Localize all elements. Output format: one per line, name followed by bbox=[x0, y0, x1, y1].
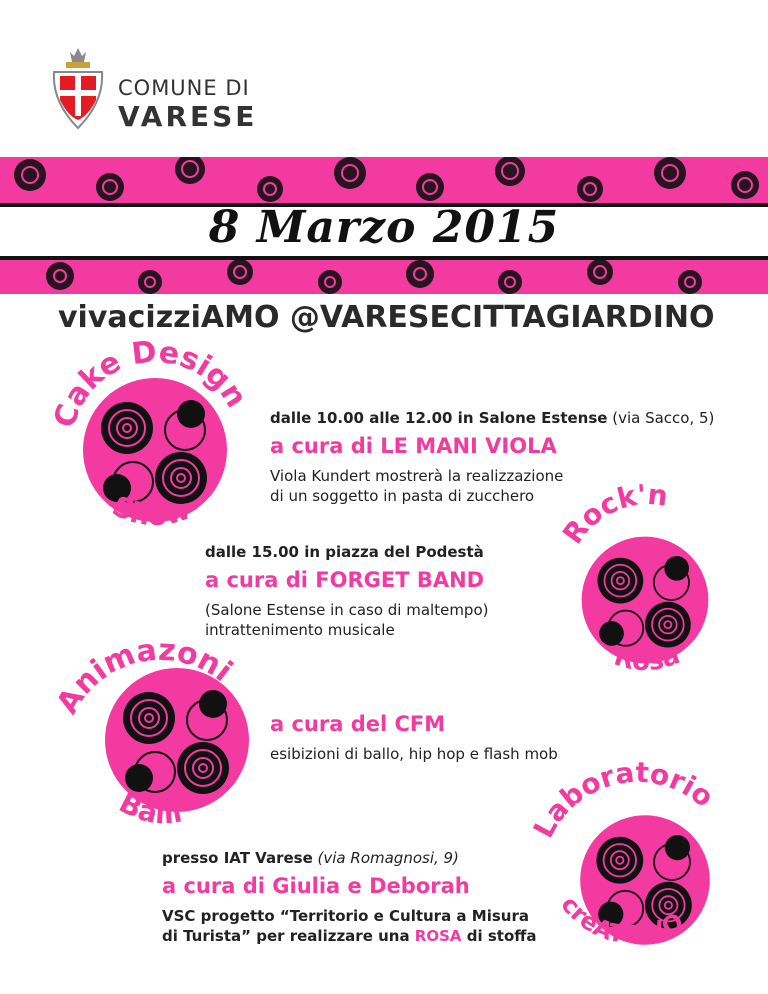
coat-of-arms-icon bbox=[48, 42, 108, 132]
event-4-curator: a cura di Giulia e Deborah bbox=[162, 874, 470, 898]
rosa-highlight: ROSA bbox=[414, 927, 462, 945]
event-1-desc1: Viola Kundert mostrerà la realizzazione bbox=[270, 467, 564, 485]
event-4-desc2: di Turista” per realizzare una ROSA di stoffa bbox=[162, 927, 537, 945]
floral-pattern-icon bbox=[0, 157, 768, 203]
event-1-when: dalle 10.00 alle 12.00 in Salone Estense bbox=[270, 409, 608, 427]
event-4-when: presso IAT Varese bbox=[162, 849, 313, 867]
event-2-desc2: intrattenimento musicale bbox=[205, 621, 395, 639]
badge-top-text: Rock'n bbox=[556, 477, 670, 551]
logo-line2: VARESE bbox=[118, 100, 258, 133]
tagline: vivacizziAMO @VARESECITTAGIARDINO bbox=[58, 300, 715, 335]
floral-band-top bbox=[0, 157, 768, 203]
floral-band-bottom bbox=[0, 260, 768, 294]
event-3-info bbox=[270, 710, 730, 764]
rockn-rosa-badge bbox=[556, 477, 730, 690]
event-date: 8 Marzo 2015 bbox=[208, 202, 560, 253]
event-1-curator: a cura di LE MANI VIOLA bbox=[270, 434, 557, 458]
event-2-curator: a cura di FORGET BAND bbox=[205, 568, 485, 592]
event-1-where: (via Sacco, 5) bbox=[607, 409, 715, 427]
badge-bottom-text: Show bbox=[107, 489, 195, 533]
animazoni-balli-badge bbox=[49, 632, 252, 831]
badge-bottom-text: Balli bbox=[114, 785, 185, 831]
badge-top-text: Animazoni bbox=[49, 632, 239, 720]
comune-di-varese-logo bbox=[48, 42, 258, 132]
floral-banner bbox=[0, 157, 768, 294]
event-4-where: (via Romagnosi, 9) bbox=[312, 849, 459, 867]
cake-design-badge bbox=[47, 334, 254, 540]
event-2-when: dalle 15.00 in piazza del Podestà bbox=[205, 543, 484, 561]
event-4-desc1: VSC progetto “Territorio e Cultura a Misura bbox=[162, 907, 529, 925]
badge-bottom-text: Rosa bbox=[610, 640, 684, 678]
event-2-desc1: (Salone Estense in caso di maltempo) bbox=[205, 601, 489, 619]
badge-top-text: Laboratorio bbox=[526, 755, 720, 844]
badge-bottom-text: creATTIVO bbox=[555, 890, 688, 949]
logo-line1: COMUNE DI bbox=[118, 76, 250, 100]
event-2-info bbox=[205, 542, 565, 640]
event-1-info bbox=[270, 408, 750, 506]
event-3-curator: a cura del CFM bbox=[270, 712, 446, 736]
event-3-desc1: esibizioni di ballo, hip hop e flash mob bbox=[270, 745, 558, 763]
event-1-desc2: di un soggetto in pasta di zucchero bbox=[270, 487, 535, 505]
event-4-info bbox=[162, 848, 562, 946]
floral-pattern-icon bbox=[0, 260, 768, 294]
laboratorio-creattivo-badge bbox=[526, 755, 730, 980]
badge-top-text: Cake Design bbox=[47, 334, 254, 432]
